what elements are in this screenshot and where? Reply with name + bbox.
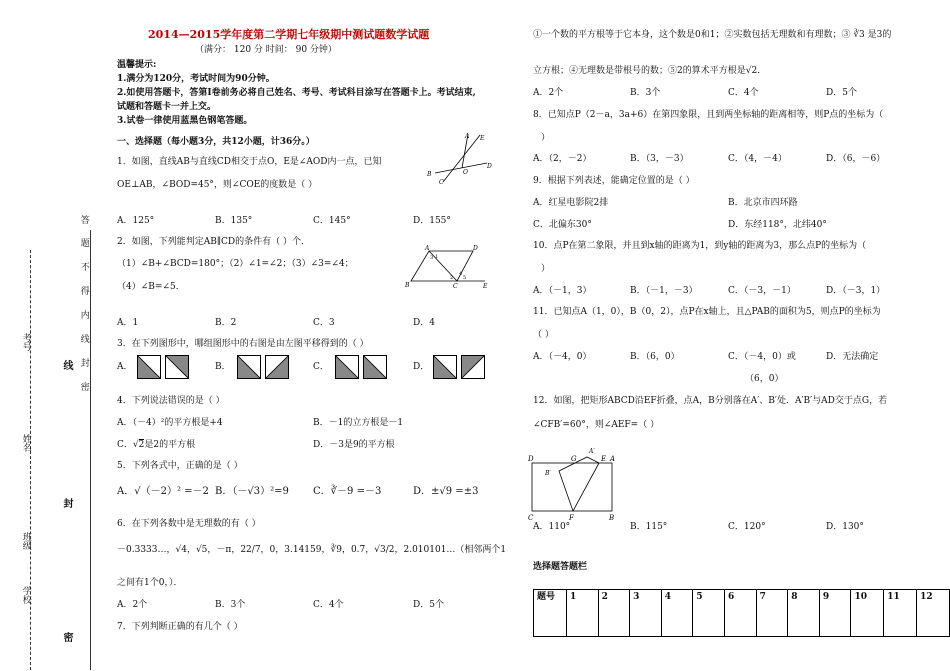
answer-cell[interactable]: 6 [725,590,757,637]
notes-heading: 温馨提示: [117,60,157,70]
label-class: 班级 [20,532,31,550]
q8-text: ） [541,133,551,143]
q9-option-a: A．红星电影院2排 [533,198,609,208]
q3-a-left-shape [137,355,161,379]
q6-option-a: A．2个 [117,600,148,610]
q7-text: 7．下列判断正确的有几个（ ） [117,622,243,632]
q3-c-left-shape [335,355,359,379]
binding-char: 得 [78,286,89,295]
q3-option-a: A． [117,362,133,372]
q8-text: 8．已知点P（2－a，3a+6）在第四象限，且到两坐标轴的距离相等，则P点的坐标为（ [533,110,884,120]
q5-option-d: D．±√9 =±3 [413,486,479,497]
q12-option-c: C．120° [728,522,766,532]
fig2-label: 2 [450,275,454,281]
binding-char: 线 [78,334,89,343]
q5-option-a: A．√（－2）² =－2 [117,486,209,497]
q4-text: 4．下列说法错误的是（ ） [117,396,225,406]
notes-line: 试题和答题卡一并上交。 [117,102,217,112]
fig2-label: A [425,245,430,252]
q7-option-d: D．5个 [826,88,857,98]
q4-c-prefix: C． [117,440,133,450]
page-subtitle: （满分： 120 分 时间： 90 分钟） [195,45,337,55]
q10-option-c: C．（－3，－1） [728,286,796,296]
q12-option-d: D．130° [826,522,864,532]
answer-table [533,589,950,637]
q10-option-d: D．（－3，1） [826,286,886,296]
q8-option-c: C．（4，－4） [728,154,787,164]
fig2-label: 4 [459,271,463,277]
binding-mark-feng: 封 [61,498,72,508]
answer-cell[interactable]: 5 [693,590,725,637]
q9-option-b: B．北京市四环路 [728,198,798,208]
q4-option-a: A．（－4）²的平方根是+4 [117,418,223,428]
fig12-label: C [528,514,534,520]
fig12-label: E [601,455,607,463]
q11-text: 11．已知点A（1，0），B（0，2），点P在x轴上，且△PAB的面积为5，则点P的坐标为 [533,307,881,317]
q1-option-d: D．155° [413,216,451,226]
q12-text: 12．如图，把矩形ABCD沿EF折叠，点A，B分别落在A′、B′处．A′B′与AD交于点G，若 [533,396,888,406]
q12-option-a: A．110° [533,522,571,532]
q11-option-d: D．无法确定 [826,352,879,362]
q2-figure [403,245,493,290]
q6-text: 6．在下列各数中是无理数的有（ ） [117,519,261,529]
fig2-label: C [453,283,458,290]
q11-text: （ ） [533,330,554,340]
notes-line: 3.试卷一律使用蓝黑色钢笔答题。 [117,116,253,126]
label-exam-number: 考号 [20,333,31,351]
answer-cell[interactable]: 4 [661,590,693,637]
q3-option-b: B． [215,362,231,372]
q6-option-b: B．3个 [215,600,246,610]
fig2-label: 1 [435,254,439,260]
q6-option-c: C．4个 [313,600,344,610]
fig2-label: E [483,283,488,290]
q1-option-b: B．135° [215,216,253,226]
q3-option-d: D． [413,362,430,372]
fig12-label: F [569,514,574,520]
q12-option-b: B．115° [630,522,668,532]
fig2-label: B [405,282,410,289]
fig1-label: E [480,135,485,142]
q5-option-b: B．（－√3）²=9 [215,486,289,497]
q2-text: （4）∠B=∠5． [117,282,185,292]
q3-b-left-shape [237,355,261,379]
q3-a-right-shape [165,355,189,379]
binding-char: 封 [78,358,89,367]
fig2-label: D [473,245,478,252]
binding-char: 题 [78,238,89,247]
q2-option-b: B．2 [215,318,237,328]
answer-cell[interactable]: 2 [598,590,630,637]
q1-text: OE⊥AB，∠BOD=45°，则∠COE的度数是（ ） [117,180,318,190]
q3-d-right-shape [461,355,485,379]
fig12-label: B [609,514,615,520]
fig1-label: O [463,169,468,176]
fig1-label: B [427,171,432,178]
answer-cell[interactable]: 7 [756,590,788,637]
binding-mark-xian: 线 [61,360,72,370]
q4-option-b: B．－1的立方根是－1 [313,418,404,428]
q11-option-c-cont: （6，0） [745,374,784,384]
q11-option-b: B．（6，0） [630,352,680,362]
fig12-label: D [528,455,534,463]
q5-option-c: C．∛－9 =－3 [313,486,382,497]
q11-option-c: C．（－4，0）或 [728,352,796,362]
answer-cell[interactable]: 1 [566,590,598,637]
q3-b-right-shape [265,355,289,379]
binding-char: 内 [78,310,89,319]
q10-text: ） [541,264,551,274]
answer-cell[interactable]: 3 [630,590,662,637]
q4-option-d: D．－3是9的平方根 [313,440,395,450]
binding-line-left [30,250,31,670]
notes-line: 2.如使用答题卡，答第Ⅰ卷前务必将自己姓名、考号、考试科目涂写在答题卡上。考试结束, [117,88,476,98]
q12-text: ∠CFB′=60°，则∠AEF=（ ） [533,420,660,430]
q1-option-a: A．125° [117,216,155,226]
section-heading: 一、选择题（每小题3分，共12小题，计36分。） [117,137,315,147]
sqrt-sign: √ [132,440,139,450]
q2-option-d: D．4 [413,318,435,328]
q7-continued: 立方根；④无理数是带根号的数；⑤2的算术平方根是√2． [533,66,767,76]
label-name: 姓名 [20,434,31,452]
q11-option-a: A．（－4，0） [533,352,592,362]
q6-text: －0.3333…，√4，√5，－π，22/7，0，3.14159，∛9，0.7̇，√3/2，2.010101…（相邻两个1 [117,545,507,555]
q8-option-a: A．（2，－2） [533,154,592,164]
binding-char: 答 [78,215,89,224]
q10-text: 10．点P在第二象限，并且到x轴的距离为1，到y轴的距离为3，那么点P的坐标为（ [533,241,867,251]
q9-option-c: C．北偏东30° [533,220,592,230]
q2-text: （1）∠B+∠BCD=180°；（2）∠1=∠2；（3）∠3=∠4； [117,259,354,269]
q6-option-d: D．5个 [413,600,444,610]
binding-line-right [90,230,91,670]
q4-option-c [117,440,195,451]
answer-header-cell: 题号 [534,590,567,637]
binding-mark-mi: 密 [61,632,72,642]
fig1-label: D [487,163,492,170]
q4-c-suffix: 是2的平方根 [144,440,196,450]
q6-text: 之间有1个0，）． [117,578,183,588]
fig12-label: G [571,455,577,463]
q1-text: 1．如图，直线AB与直线CD相交于点O，E是∠AOD内一点，已知 [117,157,382,167]
q7-option-c: C．4个 [728,88,759,98]
fig1-label: A [465,133,470,140]
q4-c-radicand: 2 [138,440,145,450]
label-school: 学校 [20,586,31,604]
page-title: 2014—2015学年度第二学期七年级期中测试题数学试题 [148,28,430,41]
q8-option-b: B．（3，－3） [630,154,689,164]
q2-option-a: A．1 [117,318,139,328]
answer-cell[interactable]: 11 [884,590,917,637]
q5-text: 5．下列各式中，正确的是（ ） [117,461,243,471]
q1-option-c: C．145° [313,216,351,226]
answer-cell[interactable]: 10 [851,590,884,637]
answer-box-heading: 选择题答题栏 [533,562,588,572]
fig12-label: A′ [589,448,595,455]
answer-cell[interactable]: 9 [819,590,851,637]
q3-text: 3．在下列图形中，哪组图形中的右图是由左图平移得到的（ ） [117,339,369,349]
q7-option-a: A．2个 [533,88,564,98]
q12-figure [527,445,622,520]
binding-char: 密 [78,382,89,391]
q2-option-c: C．3 [313,318,335,328]
q8-option-d: D．（6，－6） [826,154,886,164]
q7-continued: ①一个数的平方根等于它本身，这个数是0和1；②实数包括无理数和有理数；③ ∛3 是3的 [533,30,892,40]
q3-c-right-shape [363,355,387,379]
q1-figure [425,130,495,185]
q3-option-c: C． [313,362,329,372]
q3-d-left-shape [433,355,457,379]
q7-option-b: B．3个 [630,88,661,98]
binding-char: 不 [78,262,89,271]
q2-text: 2．如图，下列能判定AB∥CD的条件有（ ）个． [117,237,310,247]
fig2-label: 5 [463,275,467,281]
fig2-label: 3 [430,255,434,261]
notes-line: 1.满分为120分，考试时间为90分钟。 [117,74,275,84]
fig1-label: C [439,179,444,185]
q10-option-b: B．（－1，－3） [630,286,698,296]
fig12-label: A [610,455,616,463]
answer-cell[interactable]: 8 [788,590,820,637]
fig12-label: B′ [545,470,551,477]
answer-cell[interactable]: 12 [917,590,950,637]
q10-option-a: A．（－1，3） [533,286,592,296]
q9-text: 9．根据下列表述，能确定位置的是（ ） [533,176,695,186]
q9-option-d: D．东经118°，北纬40° [728,220,827,230]
